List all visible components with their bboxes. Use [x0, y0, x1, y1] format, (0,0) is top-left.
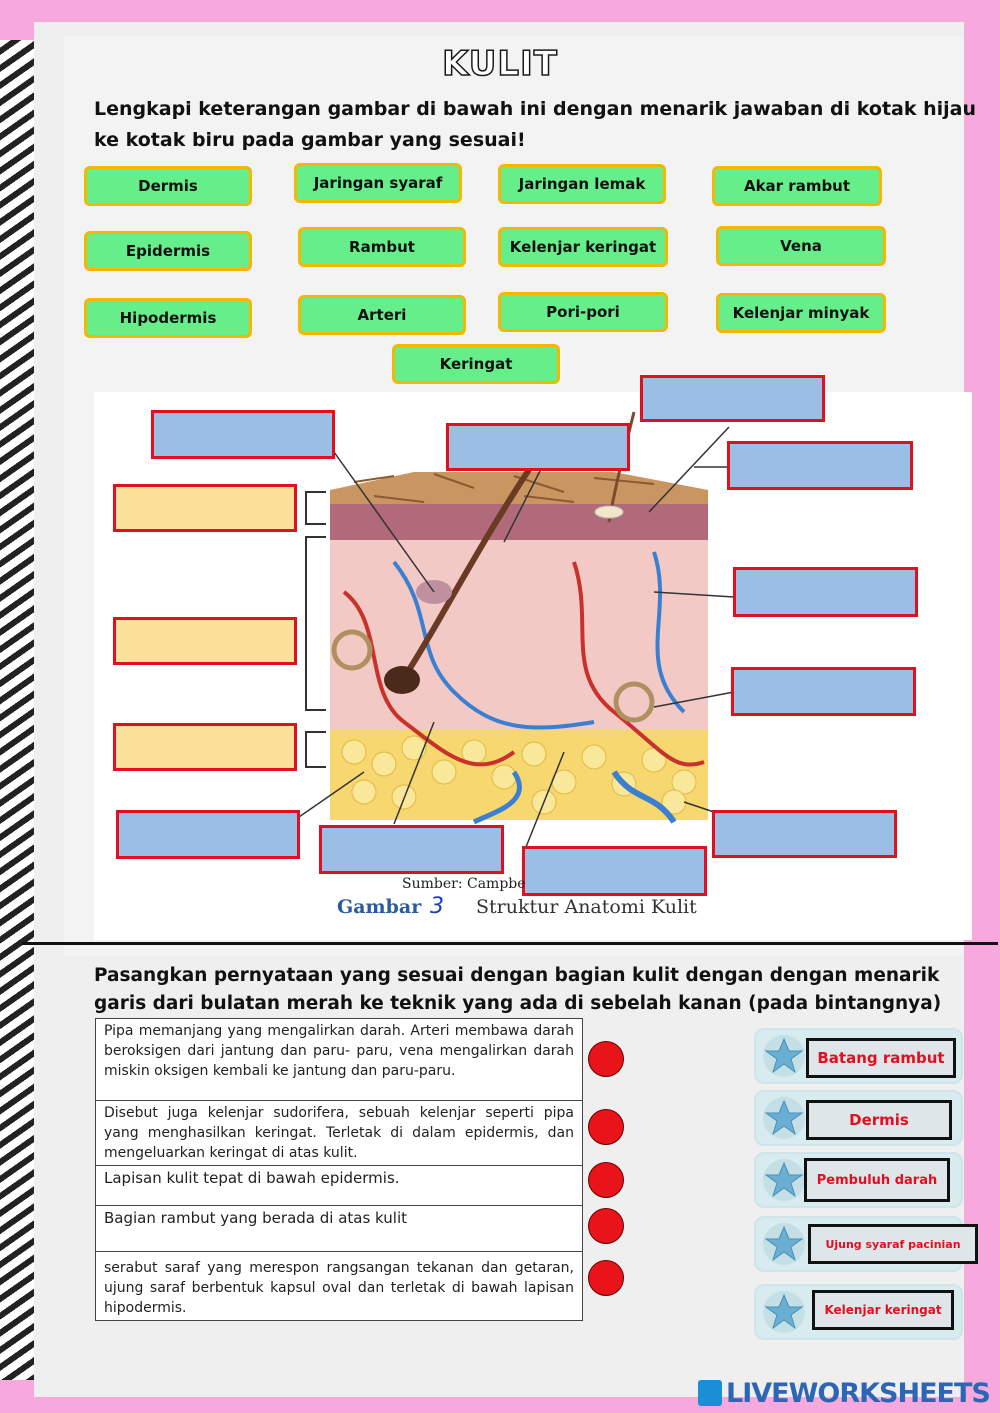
answer-chip-epidermis[interactable]: Epidermis	[84, 231, 252, 271]
layer-drop-box-2[interactable]	[113, 617, 297, 665]
drop-box-9[interactable]	[522, 846, 707, 896]
statement-4: Bagian rambut yang berada di atas kulit	[96, 1206, 583, 1252]
option-batang-rambut[interactable]	[756, 1030, 961, 1082]
answer-chip-kelenjar-keringat[interactable]: Kelenjar keringat	[498, 227, 668, 267]
answer-chip-dermis[interactable]: Dermis	[84, 166, 252, 206]
answer-chip-kelenjar-minyak[interactable]: Kelenjar minyak	[716, 293, 886, 333]
page-border	[0, 0, 36, 40]
star-icon[interactable]	[762, 1096, 806, 1140]
option-label: Batang rambut	[806, 1038, 956, 1078]
match-dot-1[interactable]	[588, 1041, 624, 1077]
drop-box-3[interactable]	[640, 375, 825, 422]
option-label: Dermis	[806, 1100, 952, 1140]
drop-box-2[interactable]	[446, 423, 630, 471]
notebook-binding-stripe	[0, 40, 36, 1380]
answer-chip-akar-rambut[interactable]: Akar rambut	[712, 166, 882, 206]
figure-number: 3	[430, 894, 444, 919]
match-dot-4[interactable]	[588, 1208, 624, 1244]
option-pembuluh-darah[interactable]	[756, 1154, 961, 1206]
answer-chip-keringat[interactable]: Keringat	[392, 344, 560, 384]
instruction-line-2: ke kotak biru pada gambar yang sesuai!	[94, 129, 526, 151]
answer-chip-hipodermis[interactable]: Hipodermis	[84, 298, 252, 338]
figure-label: Gambar	[337, 896, 422, 918]
answer-chip-pori-pori[interactable]: Pori-pori	[498, 292, 668, 332]
answer-chip-rambut[interactable]: Rambut	[298, 227, 466, 267]
option-dermis[interactable]	[756, 1092, 961, 1144]
drop-box-4[interactable]	[727, 441, 913, 490]
option-label: Pembuluh darah	[804, 1158, 950, 1202]
star-icon[interactable]	[762, 1222, 806, 1266]
match-dot-3[interactable]	[588, 1162, 624, 1198]
star-icon[interactable]	[762, 1290, 806, 1334]
layer-drop-box-3[interactable]	[113, 723, 297, 771]
figure-title: Struktur Anatomi Kulit	[476, 896, 697, 918]
statement-3: Lapisan kulit tepat di bawah epidermis.	[96, 1166, 583, 1206]
answer-chip-vena[interactable]: Vena	[716, 226, 886, 266]
statements-table	[95, 1018, 583, 1321]
figure-source: Sumber: Campbe	[402, 876, 526, 892]
drop-box-8[interactable]	[319, 825, 504, 874]
option-ujung-syaraf-pacinian[interactable]	[756, 1218, 961, 1270]
star-icon[interactable]	[762, 1158, 806, 1202]
liveworksheets-brand: LIVEWORKSHEETS	[726, 1378, 990, 1409]
match-dot-2[interactable]	[588, 1109, 624, 1145]
drop-box-5[interactable]	[733, 567, 918, 617]
answer-chip-arteri[interactable]: Arteri	[298, 295, 466, 335]
page-title: KULIT	[442, 44, 558, 84]
drop-box-10[interactable]	[712, 810, 897, 858]
star-icon[interactable]	[762, 1034, 806, 1078]
answer-chip-jaringan-lemak[interactable]: Jaringan lemak	[498, 164, 666, 204]
statement-1: Pipa memanjang yang mengalirkan darah. Arteri membawa darah beroksigen dari jantung dan paru- paru, vena mengalirkan darah miskin oksigen kembali ke jantung dan paru-paru.	[96, 1019, 583, 1101]
match-dot-5[interactable]	[588, 1260, 624, 1296]
drop-box-1[interactable]	[151, 410, 335, 459]
instruction-line-1: Lengkapi keterangan gambar di bawah ini dengan menarik jawaban di kotak hijau	[94, 98, 976, 120]
statement-5: serabut saraf yang merespon rangsangan tekanan dan getaran, ujung saraf berbentuk kapsul oval dan terletak di bawah lapisan hipodermis.	[96, 1252, 583, 1321]
layer-drop-box-1[interactable]	[113, 484, 297, 532]
answer-chip-jaringan-syaraf[interactable]: Jaringan syaraf	[294, 163, 462, 203]
section-divider	[22, 942, 998, 945]
option-label: Ujung syaraf pacinian	[808, 1224, 978, 1264]
option-label: Kelenjar keringat	[812, 1290, 954, 1330]
liveworksheets-logo-icon	[698, 1380, 722, 1406]
matching-instruction-line-2: garis dari bulatan merah ke teknik yang ada di sebelah kanan (pada bintangnya)	[94, 993, 942, 1014]
option-kelenjar-keringat[interactable]	[756, 1286, 961, 1338]
matching-instruction-line-1: Pasangkan pernyataan yang sesuai dengan bagian kulit dengan dengan menarik	[94, 965, 940, 986]
drop-box-7[interactable]	[116, 810, 300, 859]
statement-2: Disebut juga kelenjar sudorifera, sebuah kelenjar seperti pipa yang menghasilkan keringat. Terletak di dalam epidermis, dan mengeluarkan keringat di atas kulit.	[96, 1101, 583, 1166]
drop-box-6[interactable]	[731, 667, 916, 716]
